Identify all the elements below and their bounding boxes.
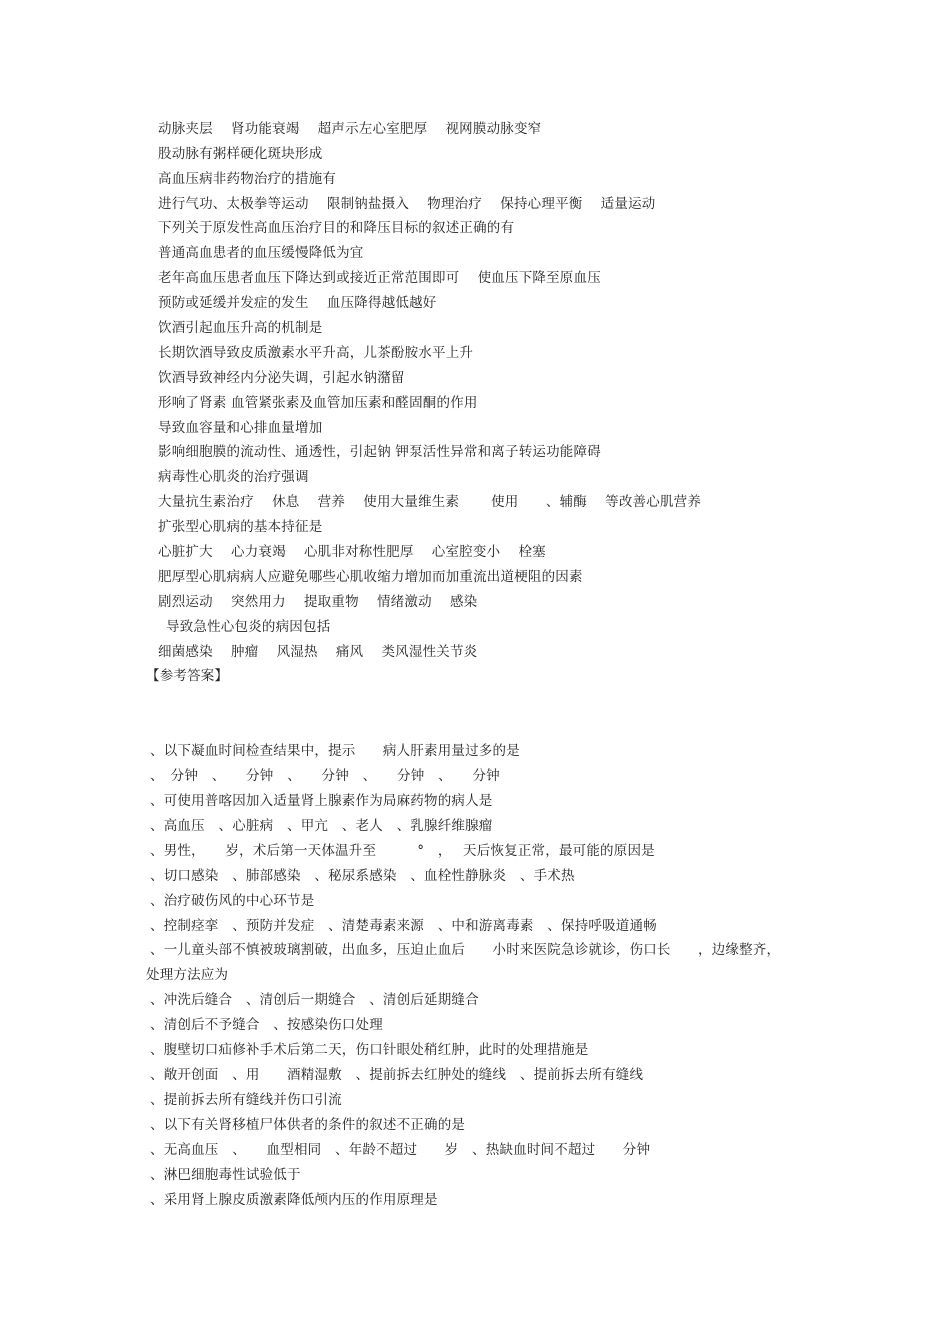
- question-line: 、提前拆去所有缝线并伤口引流: [150, 1092, 342, 1108]
- question-line: 、冲洗后缝合 、清创后一期缝合 、清创后延期缝合: [150, 992, 479, 1008]
- text-line: 扩张型心肌病的基本持征是: [158, 519, 323, 535]
- text-line: 动脉夹层 肾功能衰竭 超声示左心室肥厚 视网膜动脉变窄: [158, 121, 542, 137]
- text-line: 下列关于原发性高血压治疗目的和降压目标的叙述正确的有: [158, 220, 515, 236]
- question-line: 、采用肾上腺皮质激素降低颅内压的作用原理是: [150, 1192, 438, 1208]
- text-line: 心脏扩大 心力衰竭 心肌非对称性肥厚 心室腔变小 栓塞: [158, 544, 546, 560]
- text-line: 股动脉有粥样硬化斑块形成: [158, 146, 323, 162]
- text-line: 高血压病非药物治疗的措施有: [158, 171, 337, 187]
- text-line: 影响细胞膜的流动性、通透性，引起钠 钾泵活性异常和离子转运功能障碍: [158, 444, 601, 460]
- text-line: 老年高血压患者血压下降达到或接近正常范围即可 使血压下降至原血压: [158, 270, 601, 286]
- text-line: 预防或延缓并发症的发生 血压降得越低越好: [158, 295, 437, 311]
- text-line: 病毒性心肌炎的治疗强调: [158, 469, 309, 485]
- text-line: 剧烈运动 突然用力 提取重物 情绪激动 感染: [158, 594, 478, 610]
- text-line: 普通高血患者的血压缓慢降低为宜: [158, 245, 364, 261]
- question-line: 、清创后不予缝合 、按感染伤口处理: [150, 1017, 383, 1033]
- question-line: 、 分钟 、 分钟 、 分钟 、 分钟 、 分钟: [150, 768, 500, 784]
- text-line: 形响了肾素 血管紧张素及血管加压素和醛固酮的作用: [158, 395, 478, 411]
- text-line: 大量抗生素治疗 休息 营养 使用大量维生素 使用 、辅酶 等改善心肌营养: [158, 494, 702, 510]
- question-line: 、控制痉挛 、预防并发症 、清楚毒素来源 、中和游离毒素 、保持呼吸道通畅: [150, 918, 657, 934]
- question-line: 、高血压 、心脏病 、甲亢 、老人 、乳腺纤维腺瘤: [150, 818, 493, 834]
- text-line: 细菌感染 肿瘤 风湿热 痛风 类风湿性关节炎: [158, 644, 478, 660]
- question-line: 、可使用普喀因加入适量肾上腺素作为局麻药物的病人是: [150, 793, 493, 809]
- question-line: 、敞开创面 、用 酒精湿敷 、提前拆去红肿处的缝线 、提前拆去所有缝线: [150, 1067, 644, 1083]
- question-line: 处理方法应为: [146, 967, 229, 983]
- text-line: 导致血容量和心排血量增加: [158, 420, 323, 436]
- question-line: 、一儿童头部不慎被玻璃割破，出血多，压迫止血后 小时来医院急诊就诊，伤口长 ，边缘整齐，: [150, 942, 781, 958]
- question-line: 、淋巴细胞毒性试验低于: [150, 1167, 301, 1183]
- text-line: 饮酒引起血压升高的机制是: [158, 320, 323, 336]
- question-line: 、无高血压 、 血型相同 、年龄不超过 岁 、热缺血时间不超过 分钟: [150, 1142, 651, 1158]
- text-line: 肥厚型心肌病病人应避免哪些心肌收缩力增加而加重流出道梗阻的因素: [158, 569, 583, 585]
- text-line: 饮酒导致神经内分泌失调，引起水钠潴留: [158, 370, 405, 386]
- question-line: 、切口感染 、肺部感染 、秘尿系感染 、血栓性静脉炎 、手术热: [150, 868, 575, 884]
- question-line: 、治疗破伤风的中心环节是: [150, 893, 315, 909]
- text-line: 导致急性心包炎的病因包括: [166, 619, 331, 635]
- question-line: 、以下凝血时间检查结果中，提示 病人肝素用量过多的是: [150, 743, 520, 759]
- question-line: 、男性， 岁，术后第一天体温升至 ° ， 天后恢复正常，最可能的原因是: [150, 843, 655, 859]
- text-line: 长期饮酒导致皮质激素水平升高，儿茶酚胺水平上升: [158, 345, 474, 361]
- question-line: 、以下有关肾移植尸体供者的条件的叙述不正确的是: [150, 1117, 466, 1133]
- question-line: 、腹壁切口疝修补手术后第二天，伤口针眼处稍红肿，此时的处理措施是: [150, 1042, 589, 1058]
- text-line: 进行气功、太极拳等运动 限制钠盐摄入 物理治疗 保持心理平衡 适量运动: [158, 196, 656, 212]
- answer-heading: 【参考答案】: [146, 668, 229, 684]
